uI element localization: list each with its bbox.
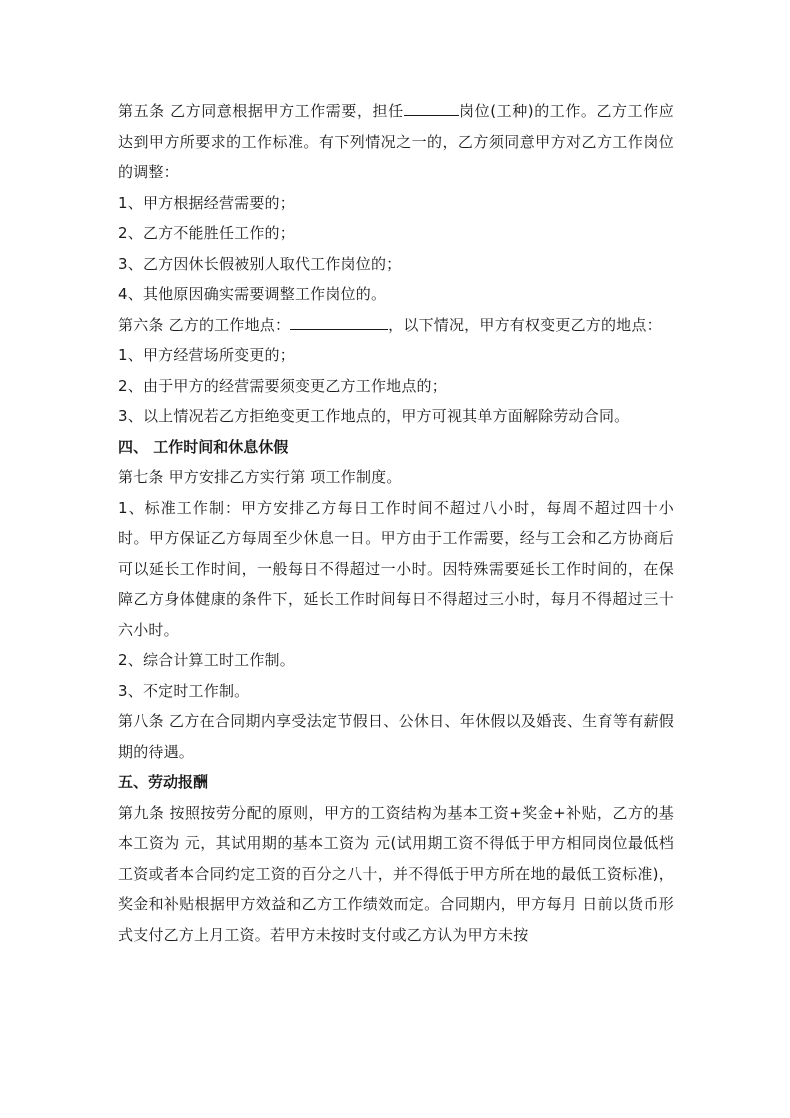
article-5-item: 3、乙方因休长假被别人取代工作岗位的； [118,254,402,273]
article-7-item: 3、不定时工作制。 [118,681,250,700]
section-5-heading: 五、劳动报酬 [118,773,209,791]
article-7-item: 2、综合计算工时工作制。 [118,651,295,669]
article-6 [118,310,674,341]
article-5-item: 1、甲方根据经营需要的； [118,193,295,212]
document-page [118,96,674,950]
article-6-item: 2、由于甲方的经营需要须变更乙方工作地点的； [118,376,447,395]
article-5 [118,96,674,188]
location-blank-line [290,312,388,330]
position-blank-line [404,98,459,116]
article-6-item: 1、甲方经营场所变更的； [118,346,295,364]
article-6-suffix: ，以下情况，甲方有权变更乙方的地点： [388,315,662,334]
article-8: 第八条 乙方在合同期内享受法定节假日、公休日、年休假以及婚丧、生育等有薪假期的待遇。 [118,712,674,761]
article-5-prefix: 第五条 乙方同意根据甲方工作需要，担任 [118,102,404,120]
article-5-suffix: 岗位(工种)的工作。乙方工作应达到甲方所要求的工作标准。有下列情况之一的，乙方须同意甲方对乙方工作岗位的调整： [118,102,674,181]
article-6-item: 3、以上情况若乙方拒绝变更工作地点的，甲方可视其单方面解除劳动合同。 [118,407,630,425]
article-7: 第七条 甲方安排乙方实行第 项工作制度。 [118,468,402,486]
article-9: 第九条 按照按劳分配的原则，甲方的工资结构为基本工资+奖金+补贴，乙方的基本工资为 元，其试用期的基本工资为 元(试用期工资不得低于甲方相同岗位最低档工资或者本合同约定工资的百分之八十，并不得低于甲方所在地的最低工资标准)，奖金和补贴根据甲方效益和乙方工作绩效而定。合同期内，甲方每月 日前以货币形式支付乙方上月工资。若甲方未按时支付或乙方认为甲方未按 [118,803,674,944]
section-4-heading: 四、 工作时间和休息休假 [118,437,289,456]
article-5-item: 2、乙方不能胜任工作的； [118,224,295,242]
article-6-prefix: 第六条 乙方的工作地点： [118,315,291,334]
article-7-item: 1、标准工作制：甲方安排乙方每日工作时间不超过八小时，每周不超过四十小时。甲方保证乙方每周至少休息一日。甲方由于工作需要，经与工会和乙方协商后可以延长工作时间，一般每日不得超过一小时。因特殊需要延长工作时间的，在保障乙方身体健康的条件下，延长工作时间每日不得超过三小时，每月不得超过三十六小时。 [118,498,674,639]
article-5-item: 4、其他原因确实需要调整工作岗位的。 [118,285,387,303]
